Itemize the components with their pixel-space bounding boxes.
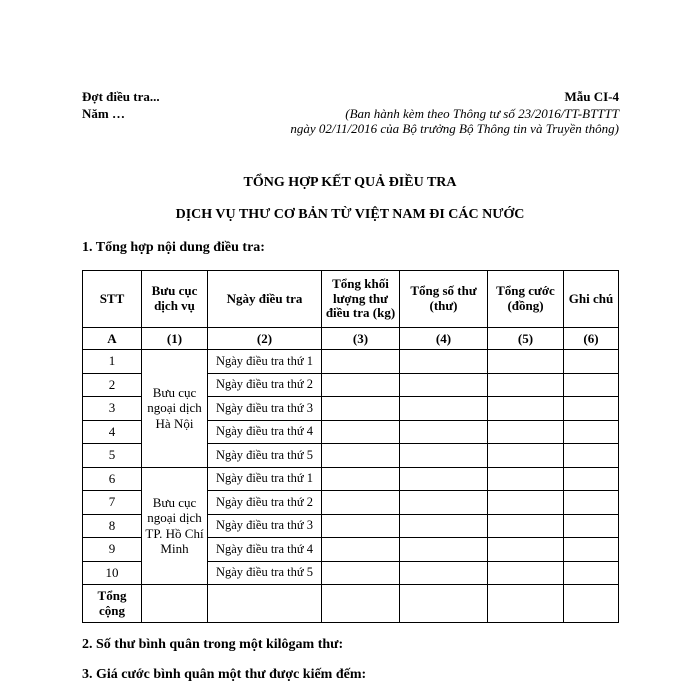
survey-date-cell: Ngày điều tra thứ 3 [208,514,322,538]
column-code: (3) [322,328,400,350]
section-2-heading: 2. Số thư bình quân trong một kilôgam thư: [82,637,344,652]
survey-date-cell: Ngày điều tra thứ 1 [208,467,322,491]
fee-cell[interactable] [488,373,564,397]
issuance-note-line2: ngày 02/11/2016 của Bộ trưởng Bộ Thông tin và Truyền thông) [290,121,619,136]
column-code: (1) [142,328,208,350]
letters-cell[interactable] [400,467,488,491]
row-stt: 4 [83,420,142,444]
row-stt: 1 [83,350,142,374]
note-cell[interactable] [564,397,619,421]
weight-cell[interactable] [322,538,400,562]
header-stt: STT [83,271,142,328]
column-code: (5) [488,328,564,350]
table-row [83,467,619,491]
form-code: Mẫu CI-4 [564,89,619,104]
total-fee-cell[interactable] [488,585,564,623]
fee-cell[interactable] [488,444,564,468]
total-note-cell[interactable] [564,585,619,623]
header-total-weight: Tổng khối lượng thư điều tra (kg) [322,271,400,328]
section-3-heading: 3. Giá cước bình quân một thư được kiếm đếm: [82,667,367,682]
letters-cell[interactable] [400,561,488,585]
letters-cell[interactable] [400,538,488,562]
weight-cell[interactable] [322,467,400,491]
note-cell[interactable] [564,373,619,397]
issuance-note-line1: (Ban hành kèm theo Thông tư số 23/2016/TT-BTTTT [345,106,619,121]
document-title: TỔNG HỢP KẾT QUẢ ĐIỀU TRA [243,175,457,190]
column-code: A [83,328,142,350]
note-cell[interactable] [564,350,619,374]
weight-cell[interactable] [322,397,400,421]
fee-cell[interactable] [488,538,564,562]
survey-date-cell: Ngày điều tra thứ 3 [208,397,322,421]
weight-cell[interactable] [322,373,400,397]
row-stt: 7 [83,491,142,515]
letters-cell[interactable] [400,420,488,444]
fee-cell[interactable] [488,561,564,585]
weight-cell[interactable] [322,491,400,515]
column-code-row [83,328,619,350]
survey-date-cell: Ngày điều tra thứ 2 [208,491,322,515]
survey-date-cell: Ngày điều tra thứ 4 [208,420,322,444]
letters-cell[interactable] [400,397,488,421]
column-code: (2) [208,328,322,350]
survey-date-cell: Ngày điều tra thứ 5 [208,561,322,585]
note-cell[interactable] [564,514,619,538]
letters-cell[interactable] [400,350,488,374]
letters-cell[interactable] [400,491,488,515]
column-code: (6) [564,328,619,350]
document-subtitle: DỊCH VỤ THƯ CƠ BẢN TỪ VIỆT NAM ĐI CÁC NƯỚC [175,207,525,222]
letters-cell[interactable] [400,373,488,397]
note-cell[interactable] [564,420,619,444]
note-cell[interactable] [564,538,619,562]
weight-cell[interactable] [322,420,400,444]
fee-cell[interactable] [488,420,564,444]
row-stt: 6 [83,467,142,491]
note-cell[interactable] [564,491,619,515]
total-label: Tổng cộng [83,585,142,623]
survey-round-label: Đợt điều tra... [82,89,160,104]
weight-cell[interactable] [322,514,400,538]
header-post-office: Bưu cục dịch vụ [142,271,208,328]
row-stt: 9 [83,538,142,562]
row-stt: 10 [83,561,142,585]
survey-date-cell: Ngày điều tra thứ 1 [208,350,322,374]
survey-date-cell: Ngày điều tra thứ 4 [208,538,322,562]
fee-cell[interactable] [488,467,564,491]
header-total-letters: Tổng số thư (thư) [400,271,488,328]
letters-cell[interactable] [400,444,488,468]
total-letters-cell[interactable] [400,585,488,623]
row-stt: 5 [83,444,142,468]
section-1-heading: 1. Tổng hợp nội dung điều tra: [82,240,265,255]
row-stt: 2 [83,373,142,397]
survey-table [82,270,619,623]
row-stt: 8 [83,514,142,538]
note-cell[interactable] [564,467,619,491]
survey-year-label: Năm … [82,106,125,121]
post-office-cell: Bưu cục ngoại dịch Hà Nội [142,350,208,468]
survey-date-cell: Ngày điều tra thứ 2 [208,373,322,397]
note-cell[interactable] [564,561,619,585]
total-date-cell[interactable] [208,585,322,623]
post-office-cell: Bưu cục ngoại dịch TP. Hồ Chí Minh [142,467,208,585]
row-stt: 3 [83,397,142,421]
fee-cell[interactable] [488,350,564,374]
weight-cell[interactable] [322,561,400,585]
fee-cell[interactable] [488,491,564,515]
fee-cell[interactable] [488,397,564,421]
weight-cell[interactable] [322,444,400,468]
note-cell[interactable] [564,444,619,468]
total-post-cell[interactable] [142,585,208,623]
table-row [83,350,619,374]
fee-cell[interactable] [488,514,564,538]
table-header-row [83,271,619,328]
total-row [83,585,619,623]
header-survey-date: Ngày điều tra [208,271,322,328]
letters-cell[interactable] [400,514,488,538]
column-code: (4) [400,328,488,350]
header-total-fee: Tổng cước (đồng) [488,271,564,328]
header-note: Ghi chú [564,271,619,328]
survey-date-cell: Ngày điều tra thứ 5 [208,444,322,468]
total-weight-cell[interactable] [322,585,400,623]
weight-cell[interactable] [322,350,400,374]
